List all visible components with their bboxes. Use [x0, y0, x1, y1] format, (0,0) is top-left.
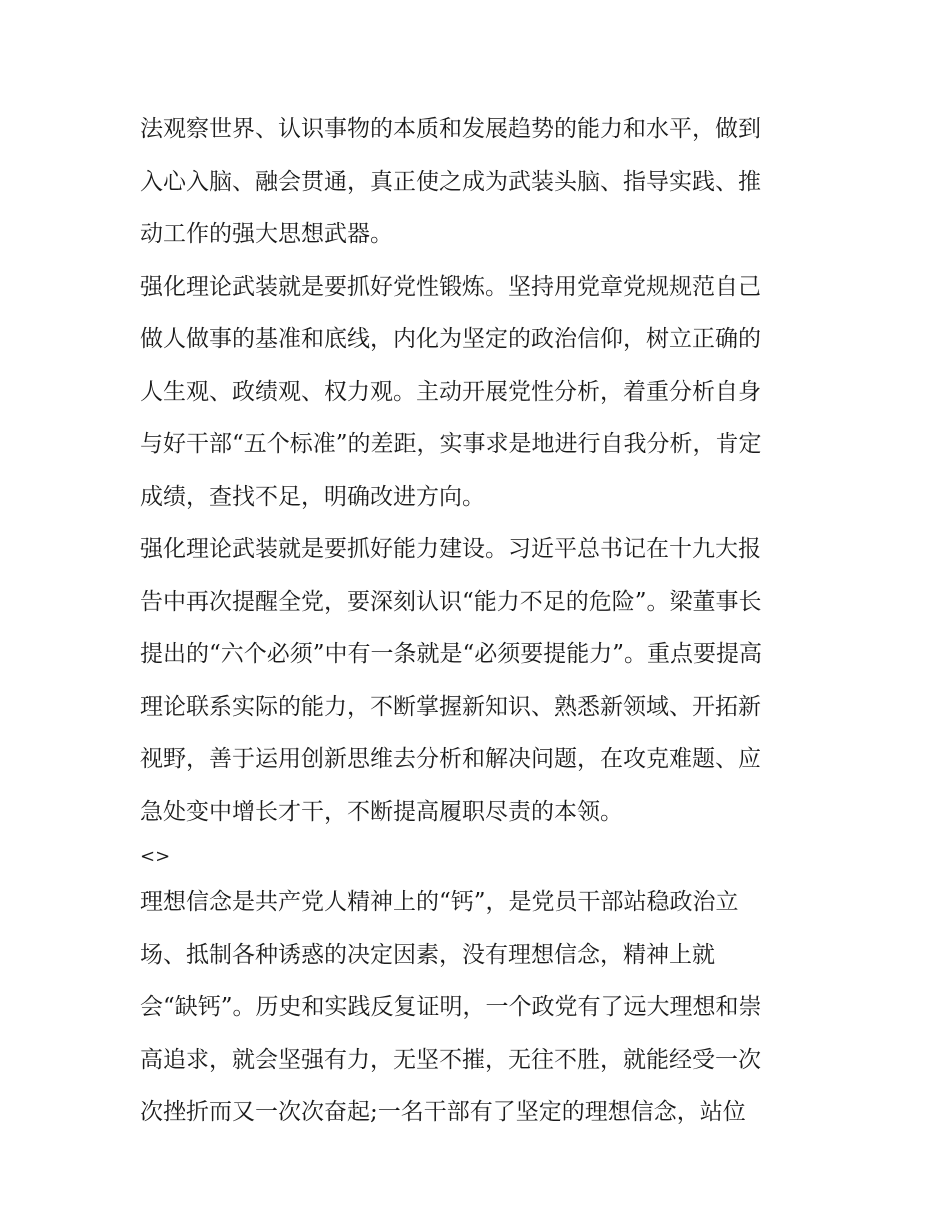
- text-line: 场、抵制各种诱惑的决定因素，没有理想信念，精神上就: [140, 941, 715, 968]
- text-line: 法观察世界、认识事物的本质和发展趋势的能力和水平，做到: [140, 116, 761, 142]
- section-marker: <>: [140, 846, 171, 867]
- text-line: 入心入脑、融会贯通，真正使之成为武装头脑、指导实践、推: [140, 168, 761, 195]
- body-text: [140, 107, 820, 1143]
- text-line: 告中再次提醒全党，要深刻认识“能力不足的危险”。梁董事长: [140, 588, 762, 615]
- text-line: 高追求，就会坚强有力，无坚不摧，无往不胜，就能经受一次: [140, 1046, 761, 1073]
- text-line: 强化理论武装就是要抓好党性锻炼。坚持用党章党规规范自己: [140, 273, 761, 300]
- text-line: 做人做事的基准和底线，内化为坚定的政治信仰，树立正确的: [140, 326, 761, 352]
- text-line: 强化理论武装就是要抓好能力建设。习近平总书记在十九大报: [140, 536, 761, 562]
- text-line: 会“缺钙”。历史和实践反复证明，一个政党有了远大理想和崇: [140, 994, 762, 1020]
- text-line: 成绩，查找不足，明确改进方向。: [140, 483, 485, 510]
- text-line: 与好干部“五个标准”的差距，实事求是地进行自我分析，肯定: [140, 431, 762, 457]
- text-line: 动工作的强大思想武器。: [140, 221, 393, 247]
- text-line: 次挫折而又一次次奋起;一名干部有了坚定的理想信念，站位: [140, 1099, 746, 1125]
- text-line: 理想信念是共产党人精神上的“钙”，是党员干部站稳政治立: [140, 889, 739, 915]
- text-line: 理论联系实际的能力，不断掌握新知识、熟悉新领域、开拓新: [140, 693, 761, 720]
- text-line: 人生观、政绩观、权力观。主动开展党性分析，着重分析自身: [140, 378, 761, 405]
- text-line: 视野，善于运用创新思维去分析和解决问题，在攻克难题、应: [140, 746, 761, 772]
- text-line: 提出的“六个必须”中有一条就是“必须要提能力”。重点要提高: [140, 641, 763, 667]
- text-line: 急处变中增长才干，不断提高履职尽责的本领。: [140, 798, 623, 825]
